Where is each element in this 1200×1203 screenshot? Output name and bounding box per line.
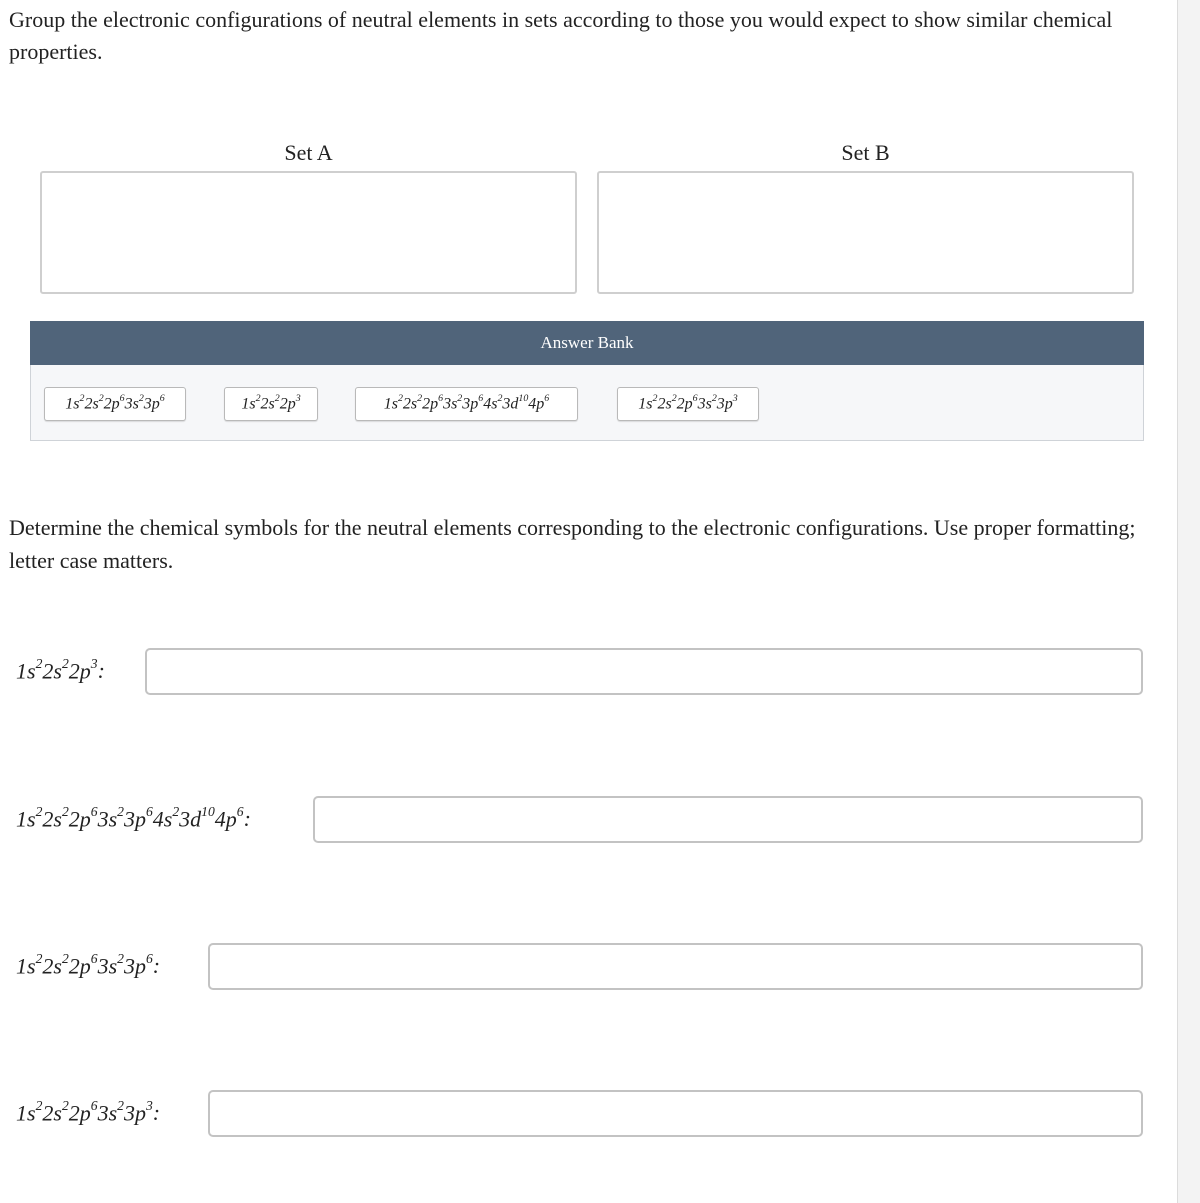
- orbital-term: 3p: [462, 395, 479, 413]
- orbital-term: 3s: [97, 1100, 118, 1126]
- orbital-term: 2s: [402, 395, 418, 413]
- orbital-term: 2p: [103, 395, 120, 413]
- electron-count: 2: [35, 804, 43, 820]
- electron-count: 2: [98, 393, 104, 405]
- answer-bank-area: [30, 365, 1144, 441]
- orbital-term: 3s: [697, 395, 712, 413]
- orbital-term: 2s: [260, 395, 275, 413]
- orbital-term: 1s: [16, 806, 36, 832]
- electron-count: 6: [438, 393, 444, 405]
- chip-configuration: [638, 394, 737, 413]
- orbital-term: 3p: [716, 395, 733, 413]
- electron-count: 2: [497, 393, 503, 405]
- orbital-term: 2p: [422, 395, 439, 413]
- electron-count: 2: [61, 1098, 69, 1114]
- electron-count: 2: [61, 804, 69, 820]
- orbital-term: 2p: [676, 395, 693, 413]
- label-colon: :: [152, 953, 161, 978]
- electron-count: 6: [236, 804, 244, 820]
- electron-count: 6: [90, 951, 98, 967]
- electron-count: 6: [159, 393, 165, 405]
- electron-count: 2: [417, 393, 423, 405]
- electron-count: 3: [732, 393, 738, 405]
- orbital-term: 3p: [123, 806, 146, 832]
- orbital-term: 2p: [68, 658, 91, 684]
- orbital-term: 4p: [214, 806, 237, 832]
- electron-count: 2: [671, 393, 677, 405]
- row-configuration: [16, 806, 244, 832]
- orbital-term: 2s: [42, 806, 62, 832]
- answer-row-label: [16, 943, 160, 989]
- electron-count: 2: [117, 1098, 124, 1114]
- electron-count: 3: [145, 1098, 153, 1114]
- orbital-term: 3s: [124, 395, 139, 413]
- symbol-input-row-4[interactable]: [208, 1090, 1143, 1137]
- orbital-term: 2s: [657, 395, 672, 413]
- label-colon: :: [97, 658, 105, 683]
- electron-count: 3: [295, 393, 301, 405]
- orbital-term: 3s: [97, 806, 118, 832]
- answer-bank-chip[interactable]: [355, 387, 578, 421]
- electron-count: 2: [79, 393, 85, 405]
- orbital-term: 2s: [42, 658, 62, 684]
- electron-count: 2: [35, 951, 43, 967]
- orbital-term: 1s: [241, 395, 256, 413]
- electron-count: 6: [90, 1098, 98, 1114]
- orbital-term: 3d: [502, 395, 519, 413]
- electron-count: 6: [90, 804, 98, 820]
- electron-count: 2: [172, 804, 180, 820]
- orbital-term: 2p: [68, 953, 91, 979]
- answer-row-label: [16, 796, 251, 842]
- electron-count: 6: [692, 393, 698, 405]
- electron-count: 2: [255, 393, 261, 405]
- orbital-term: 2s: [42, 953, 62, 979]
- electron-count: 6: [478, 393, 484, 405]
- orbital-term: 1s: [65, 395, 80, 413]
- orbital-term: 1s: [16, 953, 36, 979]
- row-configuration: [16, 658, 98, 684]
- row-configuration: [16, 953, 153, 979]
- set-a-title: Set A: [284, 140, 333, 165]
- orbital-term: 3s: [97, 953, 118, 979]
- set-a-dropzone[interactable]: [40, 171, 577, 294]
- electron-count: 6: [119, 393, 125, 405]
- chip-configuration: [241, 394, 300, 413]
- electron-count: 2: [457, 393, 463, 405]
- orbital-term: 3p: [143, 395, 160, 413]
- orbital-term: 4s: [152, 806, 173, 832]
- orbital-term: 4p: [528, 395, 545, 413]
- electron-count: 2: [117, 804, 124, 820]
- electron-count: 2: [61, 951, 69, 967]
- electron-count: 2: [117, 951, 124, 967]
- symbol-input-row-3[interactable]: [208, 943, 1143, 990]
- label-colon: :: [152, 1100, 161, 1125]
- symbol-input-row-2[interactable]: [313, 796, 1143, 843]
- label-colon: :: [243, 806, 251, 831]
- electron-count: 2: [652, 393, 658, 405]
- electron-count: 6: [145, 804, 153, 820]
- symbols-question-text: Determine the chemical symbols for the neutral elements corresponding to the electronic configurations. Use proper formatting; letter case matters.: [9, 515, 1136, 573]
- orbital-term: 3d: [179, 806, 202, 832]
- orbital-term: 2s: [84, 395, 99, 413]
- answer-row-label: [16, 1090, 160, 1136]
- chip-configuration: [384, 394, 550, 413]
- grouping-question-text: Group the electronic configurations of neutral elements in sets according to those you would expect to show similar chemical properties.: [9, 7, 1113, 64]
- orbital-term: 3p: [123, 1100, 146, 1126]
- electron-count: 2: [711, 393, 717, 405]
- answer-bank-chip[interactable]: [44, 387, 186, 421]
- electron-count: 6: [145, 951, 153, 967]
- orbital-term: 2p: [279, 395, 296, 413]
- chip-configuration: [65, 394, 164, 413]
- orbital-term: 4s: [483, 395, 498, 413]
- answer-bank-chip[interactable]: [224, 387, 318, 421]
- electron-count: 6: [544, 393, 550, 405]
- scrollbar-track[interactable]: [1177, 0, 1200, 1203]
- electron-count: 2: [138, 393, 144, 405]
- orbital-term: 1s: [16, 658, 36, 684]
- answer-row-label: [16, 648, 105, 694]
- set-b-title: Set B: [841, 140, 890, 165]
- orbital-term: 2s: [42, 1100, 62, 1126]
- electron-count: 2: [397, 393, 403, 405]
- orbital-term: 1s: [638, 395, 653, 413]
- set-b-dropzone[interactable]: [597, 171, 1134, 294]
- orbital-term: 1s: [383, 395, 398, 413]
- orbital-term: 2p: [68, 806, 91, 832]
- orbital-term: 1s: [16, 1100, 36, 1126]
- symbol-input-row-1[interactable]: [145, 648, 1143, 695]
- electron-count: 2: [35, 1098, 43, 1114]
- orbital-term: 2p: [68, 1100, 91, 1126]
- answer-bank-header: Answer Bank: [30, 321, 1144, 365]
- electron-count: 2: [274, 393, 280, 405]
- electron-count: 10: [518, 393, 529, 405]
- electron-count: 2: [35, 656, 43, 672]
- orbital-term: 3p: [123, 953, 146, 979]
- answer-bank-chip[interactable]: [617, 387, 759, 421]
- orbital-term: 3s: [443, 395, 458, 413]
- row-configuration: [16, 1100, 153, 1126]
- electron-count: 10: [201, 804, 215, 820]
- electron-count: 2: [61, 656, 69, 672]
- electron-count: 3: [90, 656, 98, 672]
